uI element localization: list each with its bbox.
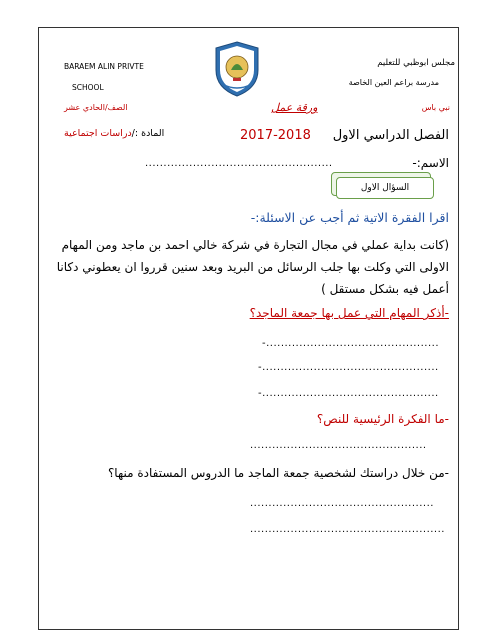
subject-label: المادة :/: [131, 128, 165, 139]
passage-line-2: الاولى التي وكلت بها جلب الرسائل من البريد وبعد سنين قرروا ان يعطوني دكانا: [56, 260, 449, 274]
subject-field: [64, 128, 164, 139]
answer-line: -................................................: [258, 388, 439, 399]
answer-line: ..................................................: [250, 498, 434, 509]
school-name-en-line1: BARAEM ALIN PRIVTE: [64, 62, 144, 71]
question-lessons: -من خلال دراستك لشخصية جمعة الماجد ما الدروس المستفادة منها؟: [107, 466, 449, 480]
school-crest-logo: [214, 40, 260, 98]
passage-line-3: أعمل فيه بشكل مستقل ): [321, 282, 449, 296]
council-name: مجلس ابوظبي للتعليم: [377, 58, 455, 68]
subject-value: دراسات اجتماعية: [64, 128, 132, 139]
teacher-name: نبي باس: [421, 103, 450, 112]
school-year: 2017-2018: [240, 128, 311, 143]
term-label: الفصل الدراسي الاول: [332, 128, 449, 143]
worksheet-border: [38, 27, 459, 630]
name-blank: ...................................................: [145, 158, 333, 169]
school-name-ar: مدرسة براعم العين الخاصة: [348, 78, 439, 87]
name-label: الاسم:-: [412, 156, 449, 170]
answer-line: .....................................................: [250, 524, 445, 535]
answer-line: ................................................: [250, 440, 427, 451]
question-one-heading-box: [336, 177, 434, 199]
worksheet-title: ورقة عمل: [271, 101, 318, 114]
question-main-idea: -ما الفكرة الرئيسية للنص؟: [316, 412, 449, 426]
passage-line-1: (كانت بداية عملي في مجال التجارة في شركة خالي احمد بن ماجد ومن المهام: [61, 238, 449, 252]
grade-label: الصف/الحادي عشر: [64, 103, 128, 112]
instruction-text: اقرا الفقرة الاتية ثم أجب عن الاسئلة:-: [250, 210, 449, 225]
answer-line: -................................................: [258, 362, 439, 373]
school-name-en-line2: SCHOOL: [72, 83, 104, 92]
answer-line: -...............................................: [262, 338, 440, 349]
question-tasks: -أذكر المهام التي عمل بها جمعة الماجد؟: [249, 306, 449, 320]
question-one-heading: السؤال الاول: [360, 183, 410, 193]
